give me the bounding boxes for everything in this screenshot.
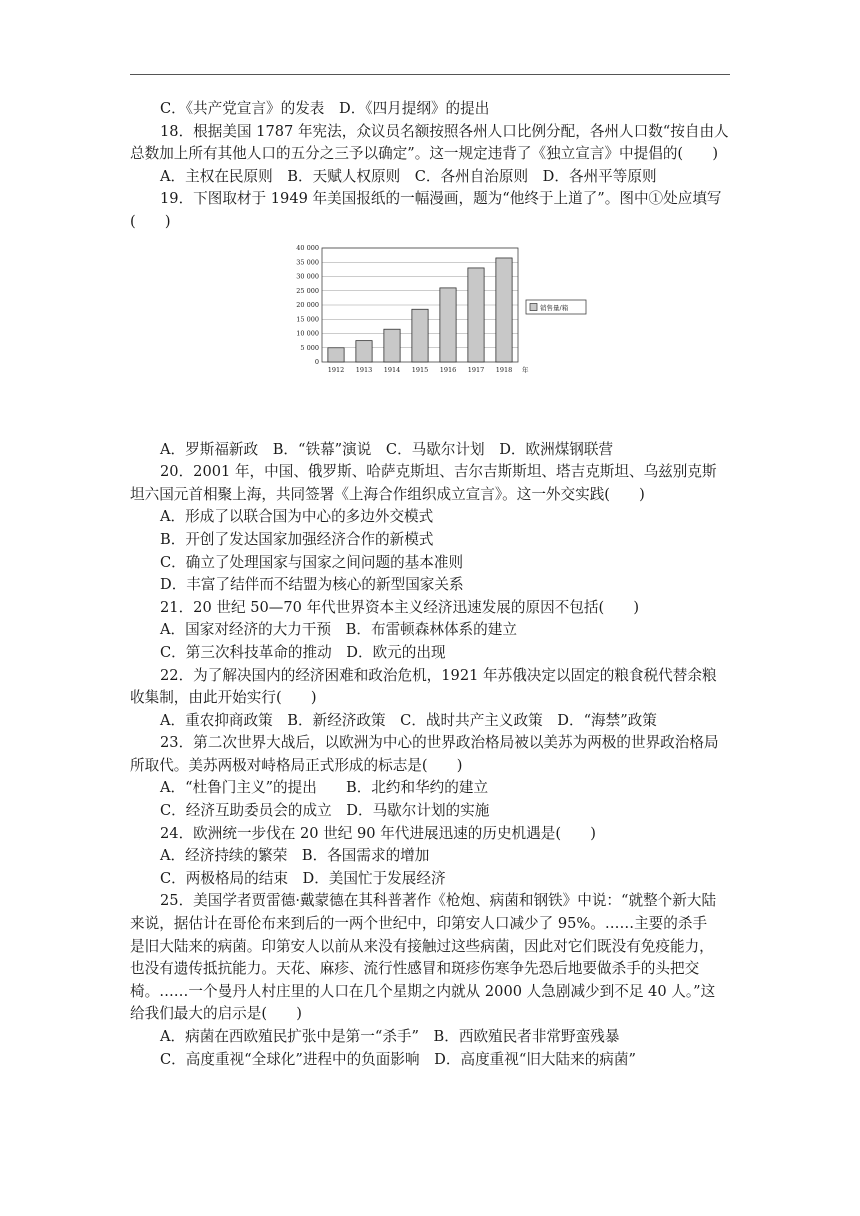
question-24-stem: 24．欧洲统一步伐在 20 世纪 90 年代进展迅速的历史机遇是( ) (160, 824, 596, 842)
bar (356, 340, 372, 361)
y-tick-label: 35 000 (296, 258, 319, 267)
question-23-options-ab: A．“杜鲁门主义”的提出 B．北约和华约的建立 (160, 779, 489, 797)
question-22-stem: 22．为了解决国内的经济困难和政治危机，1921 年苏俄决定以固定的粮食税代替余粮 (160, 666, 717, 684)
question-21-stem: 21．20 世纪 50—70 年代世界资本主义经济迅速发展的原因不包括( ) (160, 598, 640, 616)
x-tick-label: 1917 (467, 365, 485, 374)
legend-label: 销售量/箱 (540, 303, 569, 312)
x-tick-label: 1913 (355, 365, 373, 374)
y-tick-label: 20 000 (296, 300, 319, 309)
y-tick-label: 25 000 (296, 286, 319, 295)
y-tick-label: 5 000 (300, 343, 319, 352)
x-tick-label: 1915 (411, 365, 429, 374)
question-25-options-ab: A．病菌在西欧殖民扩张中是第一“杀手” B．西欧殖民者非常野蛮残暴 (160, 1028, 620, 1045)
y-tick-label: 0 (314, 357, 319, 366)
header-rule (130, 74, 730, 75)
question-20-option-a: A．形成了以联合国为中心的多边外交模式 (160, 508, 434, 526)
y-tick-label: 10 000 (296, 329, 319, 338)
question-21-options-cd: C．第三次科技革命的推动 D．欧元的出现 (160, 643, 446, 661)
question-25-stem: 25．美国学者贾雷德·戴蒙德在其科普著作《枪炮、病菌和钢铁》中说：“就整个新大陆 (160, 892, 717, 910)
question-19-stem-cont: ( ) (130, 212, 171, 230)
question-25-stem-cont: 椅。……一个曼丹人村庄里的人口在几个星期之内就从 2000 人急剧减少到不足 40 人。”这 (130, 982, 716, 1000)
exam-page (130, 98, 730, 1071)
question-25-stem-cont: 给我们最大的启示是( ) (130, 1005, 302, 1023)
question-23-stem: 23．第二次世界大战后，以欧洲为中心的世界政治格局被以美苏为两极的世界政治格局 (160, 734, 719, 752)
question-23-stem-cont: 所取代。美苏两极对峙格局正式形成的标志是( ) (130, 756, 463, 774)
question-25-stem-cont: 来说，据估计在哥伦布来到后的一两个世纪中，印第安人口减少了 95%。……主要的杀手 (130, 915, 708, 933)
question-19-options: A．罗斯福新政 B．“铁幕”演说 C．马歇尔计划 D．欧洲煤钢联营 (160, 440, 614, 458)
question-18-options: A．主权在民原则 B．天赋人权原则 C．各州自治原则 D．各州平等原则 (160, 167, 657, 185)
bar (412, 309, 428, 362)
question-18-stem-cont: 总数加上所有其他人口的五分之三予以确定”。这一规定违背了《独立宣言》中提倡的( ) (130, 145, 719, 163)
x-tick-label: 1916 (439, 365, 457, 374)
x-tick-label: 1918 (495, 365, 513, 374)
legend-swatch (530, 303, 537, 310)
question-19-figure (130, 234, 730, 439)
question-20-option-d: D．丰富了结伴而不结盟为核心的新型国家关系 (160, 576, 464, 594)
question-18-stem: 18．根据美国 1787 年宪法，众议员名额按照各州人口比例分配，各州人口数“按自由人 (160, 122, 729, 140)
question-20-stem-cont: 坦六国元首相聚上海，共同签署《上海合作组织成立宣言》。这一外交实践( ) (130, 485, 645, 503)
y-tick-label: 15 000 (296, 315, 319, 324)
bar (384, 329, 400, 362)
question-22-options: A．重农抑商政策 B．新经济政策 C．战时共产主义政策 D．“海禁”政策 (160, 711, 657, 729)
x-axis-unit: 年 (522, 365, 529, 374)
bar (468, 268, 484, 362)
question-20-stem: 20．2001 年，中国、俄罗斯、哈萨克斯坦、吉尔吉斯斯坦、塔吉克斯坦、乌兹别克斯 (160, 463, 717, 481)
question-22-stem-cont: 收集制，由此开始实行( ) (130, 689, 317, 707)
question-23-options-cd: C．经济互助委员会的成立 D．马歇尔计划的实施 (160, 802, 490, 820)
question-17-option-line: C．《共产党宣言》的发表 D．《四月提纲》的提出 (160, 100, 490, 117)
bar (328, 347, 344, 361)
bar (440, 287, 456, 361)
question-19-stem: 19．下图取材于 1949 年美国报纸的一幅漫画，题为“他终于上道了”。图中①处应填写 (160, 190, 722, 208)
question-25-options-cd: C．高度重视“全球化”进程中的负面影响 D．高度重视“旧大陆来的病菌” (160, 1050, 636, 1068)
question-25-stem-cont: 也没有遗传抵抗能力。天花、麻疹、流行性感冒和斑疹伤寒争先恐后地要做杀手的头把交 (130, 960, 700, 978)
question-25-stem-cont: 是旧大陆来的病菌。印第安人以前从来没有接触过这些病菌，因此对它们既没有免疫能力， (130, 937, 714, 955)
question-21-options-ab: A．国家对经济的大力干预 B．布雷顿森林体系的建立 (160, 621, 517, 639)
bar (496, 258, 512, 362)
sales-bar-chart (290, 242, 590, 432)
question-20-option-b: B．开创了发达国家加强经济合作的新模式 (160, 530, 434, 548)
question-20-option-c: C．确立了处理国家与国家之间问题的基本准则 (160, 553, 464, 571)
question-24-options-cd: C．两极格局的结束 D．美国忙于发展经济 (160, 869, 446, 887)
question-24-options-ab: A．经济持续的繁荣 B．各国需求的增加 (160, 847, 430, 865)
y-tick-label: 30 000 (296, 272, 319, 281)
y-tick-label: 40 000 (296, 243, 319, 252)
x-tick-label: 1912 (327, 365, 345, 374)
x-tick-label: 1914 (383, 365, 401, 374)
